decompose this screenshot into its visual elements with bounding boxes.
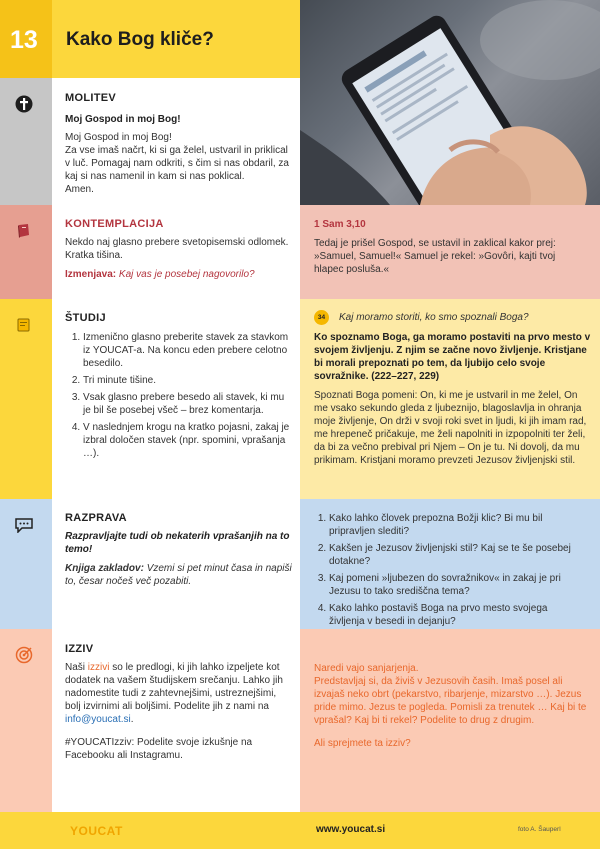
molitev-title: MOLITEV	[65, 92, 116, 104]
izziv-strip	[0, 629, 52, 812]
studij-strip	[0, 299, 52, 499]
list-item: 3. Vsak glasno prebere besedo ali stavek, ki mu je bil še posebej všeč – brez komentarja.	[83, 391, 293, 417]
catechism-question-row	[314, 310, 592, 325]
kontemplacija-text	[65, 236, 293, 262]
studij-title: ŠTUDIJ	[65, 312, 106, 324]
book-note	[65, 562, 293, 588]
studij-list	[65, 331, 293, 460]
razprava-subtitle: Razpravljajte tudi ob nekaterih vprašanjih na to temo!	[65, 531, 290, 555]
scripture-block	[314, 219, 594, 276]
izziv-challenge	[314, 662, 590, 750]
highlight-word: izzivi	[87, 662, 110, 673]
target-icon	[15, 646, 33, 664]
chat-icon	[15, 516, 33, 534]
text-line: Nekdo naj glasno prebere svetopisemski odlomek.	[65, 237, 289, 248]
exchange-text: Kaj vas je posebej nagovorilo?	[118, 269, 255, 280]
challenge-text: Naredi vajo sanjarjenja.	[314, 663, 419, 674]
book-label: Knjiga zakladov:	[65, 563, 144, 574]
prayer-line: Amen.	[65, 184, 94, 195]
book-icon	[15, 222, 33, 240]
exchange-line	[65, 268, 293, 281]
phone-photo	[300, 0, 600, 205]
text: .	[130, 714, 134, 725]
quote-line: hlapec posluša.«	[314, 264, 390, 275]
book-text: Vzemi si pet minut časa in napiši to, česar nočeš več pozabiti.	[65, 563, 292, 587]
photo-credit: foto A. Šauperl	[518, 826, 561, 833]
list-item: 4. Kako lahko postaviš Boga na prvo mesto svojega življenja v besedi in dejanju?	[329, 602, 581, 628]
catechism-answer-bold: Ko spoznamo Boga, ga moramo postaviti na prvo mesto v svojem življenju. Z njim se začne novo življenje. Kristjane bi morali prepoznati po tem, da ljubijo celo svoje sovražnike. (222–227, 229)	[314, 332, 591, 382]
text: so le predlogi, ki jih lahko izpeljete kot dodatek na vašem študijskem srečanju. Lahko jih nadomestite tudi z zahtevnejšimi, ustreznejšimi, bolj izvirnimi ali boljšimi. Podelite jih z nami na	[65, 662, 283, 712]
razprava-questions	[311, 512, 581, 632]
quote-line: Tedaj je prišel Gospod, se ustavil in zaklical kakor prej:	[314, 238, 556, 249]
list-item: 2. Tri minute tišine.	[83, 374, 293, 387]
quote-line: »Samuel, Samuel!« Samuel je rekel: »Govôri, kajti tvoj	[314, 251, 556, 262]
prayer-line: Moj Gospod in moj Bog!	[65, 132, 172, 143]
list-item: 3. Kaj pomeni »ljubezen do sovražnikov« in zakaj je pri Jezusu to tako središčna tema?	[329, 572, 581, 598]
kontemplacija-strip	[0, 205, 52, 299]
izziv-title: IZZIV	[65, 643, 94, 655]
izziv-hashtag: #YOUCATIzziv: Podelite svoje izkušnje na Facebooku ali Instagramu.	[65, 737, 253, 761]
list-item: 1. Kako lahko človek prepozna Božji klic? Bi mu bil pripravljen slediti?	[329, 512, 581, 538]
list-item: 4. V naslednjem krogu na kratko pojasni, zakaj je izbral določen stavek (npr. spomini, vprašanja …).	[83, 421, 293, 460]
challenge-text: Predstavljaj si, da živiš v Jezusovih časih. Imaš posel ali izvajaš neko obrt (pekarstvo, ribarjenje, mizarstvo …). Jezus pride mimo. Jezus te pogleda. Pomisli za trenutek … Kaj bi te vprašal? Kaj bi ti rekel? Podelite to drug z drugim.	[314, 676, 587, 726]
catechism-question: Kaj moramo storiti, ko smo spoznali Boga?	[339, 312, 529, 323]
studij-section	[65, 312, 293, 464]
molitev-subtitle: Moj Gospod in moj Bog!	[65, 114, 181, 125]
molitev-strip	[0, 78, 52, 205]
exchange-label: Izmenjava:	[65, 269, 117, 280]
question-number-badge: 34	[314, 310, 329, 325]
catechism-answer-text: Spoznati Boga pomeni: On, ki me je ustvaril in me želel, On me vsako sekundo gleda z ljubeznijo, blagoslavlja in ohranja moje življenje, On drži v svoji roki svet in ljudi, ki jih imam rad, me hrepeneč pričakuje, me želi napolniti in izpopolniti ter želi, da bi za večno prebival pri Njem – On je tu. Ni dovolj, da mu prikimam. Kristjani moramo prevzeti Jezusov življenjski stil.	[314, 390, 587, 466]
footer	[0, 812, 600, 849]
list-item: 2. Kakšen je Jezusov življenjski stil? Kaj se te še posebej dotakne?	[329, 542, 581, 568]
footer-url[interactable]: www.youcat.si	[316, 824, 386, 835]
molitev-prayer	[65, 131, 293, 196]
text: Naši	[65, 662, 88, 673]
razprava-strip	[0, 499, 52, 629]
cross-icon	[15, 95, 33, 113]
text-line: Kratka tišina.	[65, 250, 123, 261]
catechism-block	[314, 310, 592, 467]
notebook-icon	[15, 316, 33, 334]
molitev-section	[65, 92, 293, 196]
prayer-line: v luč. Pomagaj nam odkriti, s čim si nas obdaril, za	[65, 158, 289, 169]
prayer-line: Za vse imaš načrt, ki si ga želel, ustvaril in priklical	[65, 145, 288, 156]
kontemplacija-title: KONTEMPLACIJA	[65, 218, 164, 230]
challenge-question: Ali sprejmete ta izziv?	[314, 738, 411, 749]
lesson-number: 13	[0, 0, 52, 78]
scripture-quote	[314, 237, 594, 276]
page-title: Kako Bog kliče?	[52, 0, 300, 78]
footer-brand: YOUCAT	[70, 824, 123, 838]
prayer-line: kaj si nas namenil in kam si nas poklical.	[65, 171, 245, 182]
razprava-section	[65, 512, 293, 588]
question-list	[311, 512, 581, 628]
izziv-section	[65, 643, 293, 762]
scripture-ref: 1 Sam 3,10	[314, 219, 366, 230]
izziv-paragraph	[65, 661, 293, 726]
email-link[interactable]: info@youcat.si	[65, 714, 131, 725]
razprava-title: RAZPRAVA	[65, 512, 127, 524]
list-item: 1. Izmenično glasno preberite stavek za stavkom iz YOUCAT-a. Na koncu eden prebere celotno besedilo.	[83, 331, 293, 370]
kontemplacija-section	[65, 218, 293, 281]
